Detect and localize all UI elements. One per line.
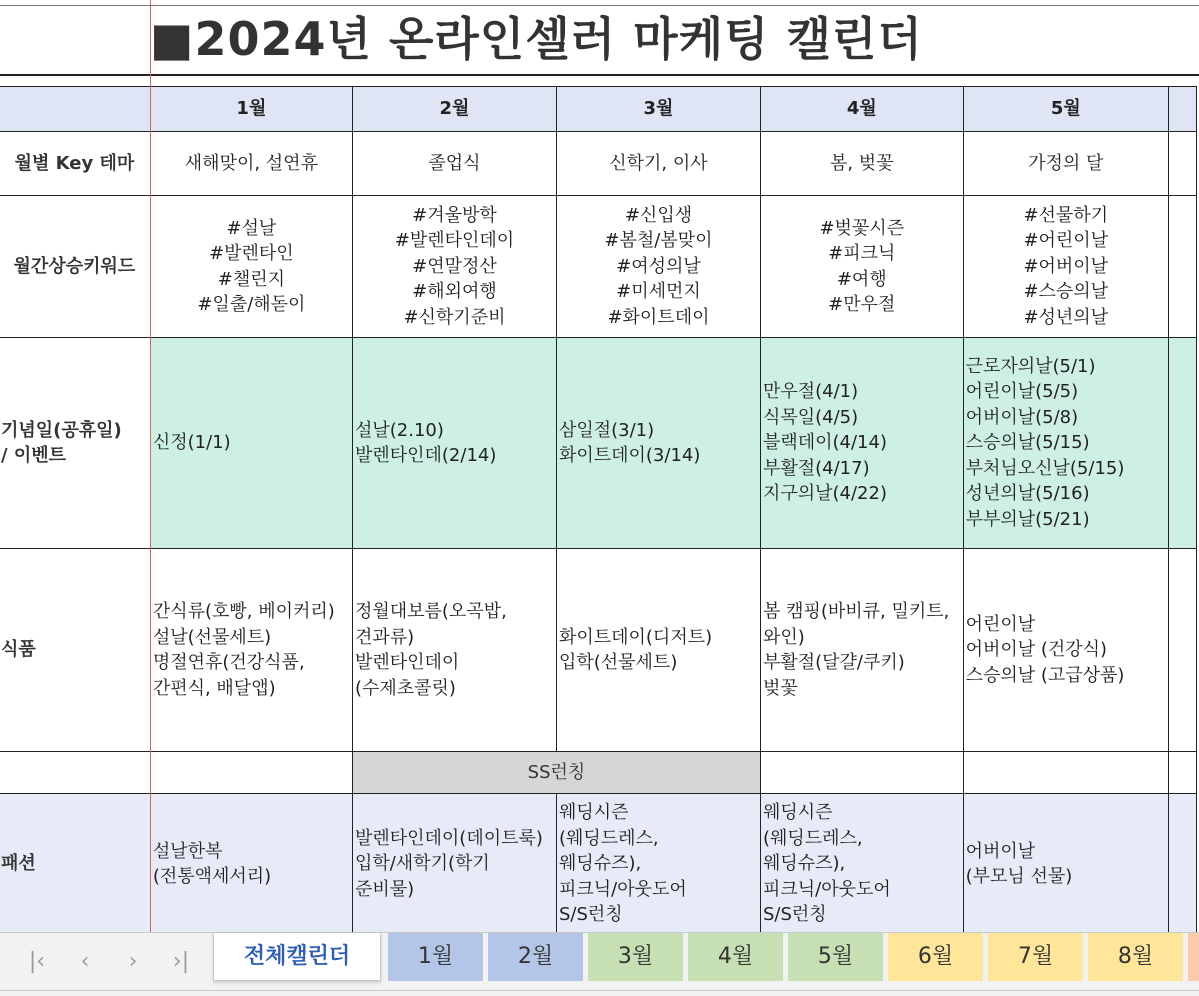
event-line: 부부의날(5/21): [965, 508, 1090, 530]
event-line: 어버이날(5/8): [965, 406, 1079, 428]
month-header-cell[interactable]: 4월: [760, 87, 963, 132]
food-line: 벚꽃: [762, 677, 798, 699]
header-corner-cell[interactable]: [0, 87, 150, 132]
overflow-cell[interactable]: [1168, 794, 1196, 933]
fashion-line: 피크닉/아웃도어: [762, 878, 891, 900]
status-divider: [0, 990, 1199, 991]
fashion-line: 웨딩슈즈),: [762, 853, 846, 875]
theme-cell[interactable]: 새해맞이, 설연휴: [150, 132, 352, 196]
event-line: 블랙데이(4/14): [762, 432, 887, 454]
food-line: 스승의날 (고급상품): [965, 664, 1125, 686]
food-line: 설날(선물세트): [152, 626, 272, 648]
keyword-line: #성년의날: [1023, 306, 1109, 328]
title-underline: [0, 74, 1199, 76]
row-label-events[interactable]: [0, 338, 150, 549]
prev-sheet-icon[interactable]: ‹: [80, 949, 90, 974]
theme-cell[interactable]: 봄, 벚꽃: [760, 132, 963, 196]
overflow-cell[interactable]: [1168, 338, 1196, 549]
fashion-cell[interactable]: [150, 794, 352, 933]
row-label-food[interactable]: 식품: [0, 549, 150, 752]
overflow-cell[interactable]: [1168, 752, 1196, 794]
fashion-cell[interactable]: [760, 794, 963, 933]
fashion-line: 웨딩슈즈),: [558, 853, 642, 875]
food-cell[interactable]: [150, 549, 352, 752]
event-line: 삼일절(3/1): [558, 419, 655, 441]
fashion-line: 웨딩시즌: [558, 802, 629, 824]
event-line: 스승의날(5/15): [965, 432, 1090, 454]
keyword-line: #신입생: [624, 204, 693, 226]
event-cell[interactable]: [963, 338, 1168, 549]
fashion-line: 웨딩시즌: [762, 802, 833, 824]
food-line: 부활절(달걀/쿠키): [762, 652, 905, 673]
fashion-cell[interactable]: [556, 794, 760, 933]
event-line: 지구의날(4/22): [762, 483, 887, 505]
event-cell[interactable]: [760, 338, 963, 549]
food-line: 명절연휴(건강식품, 간편식, 배달앱): [152, 652, 305, 699]
keyword-line: #발렌타인: [209, 243, 294, 264]
keyword-line: #발렌타인데이: [394, 230, 515, 252]
row-label-keywords[interactable]: 월간상승키워드: [0, 196, 150, 338]
month-header-cell[interactable]: 5월: [963, 87, 1168, 132]
food-line: 화이트데이(디저트): [558, 626, 713, 648]
keyword-line: #만우절: [828, 294, 896, 315]
keyword-line: #여행: [836, 268, 887, 290]
fashion-line: (웨딩드레스,: [558, 827, 659, 849]
food-cell[interactable]: [352, 549, 556, 752]
food-line: 어린이날: [965, 613, 1036, 635]
keyword-cell[interactable]: [760, 196, 963, 338]
fashion-line: 발렌타인데이(데이트룩): [354, 827, 543, 849]
event-cell[interactable]: [352, 338, 556, 549]
page-title[interactable]: ■2024년 온라인셀러 마케팅 캘린더: [150, 12, 923, 66]
theme-cell[interactable]: 신학기, 이사: [556, 132, 760, 196]
keyword-line: #스승의날: [1023, 281, 1109, 303]
overflow-cell[interactable]: [1168, 132, 1196, 196]
fashion-line: 어버이날: [965, 840, 1036, 862]
keyword-line: #화이트데이: [607, 306, 710, 328]
keyword-line: #해외여행: [412, 281, 497, 303]
keyword-line: #연말정산: [412, 255, 497, 277]
food-cell[interactable]: [556, 549, 760, 752]
overflow-cell[interactable]: [1168, 87, 1196, 132]
fashion-line: (전통액세서리): [152, 866, 272, 887]
launch-cell[interactable]: [150, 752, 352, 794]
keyword-line: #피크닉: [828, 243, 896, 264]
fashion-line: 피크닉/아웃도어: [558, 878, 687, 900]
sheet-tab-month[interactable]: 5월: [788, 933, 883, 981]
keyword-line: #어버이날: [1023, 255, 1109, 277]
event-line: 신정(1/1): [152, 432, 231, 454]
keyword-cell[interactable]: [150, 196, 352, 338]
food-line: 입학(선물세트): [558, 652, 678, 673]
event-line: 부활절(4/17): [762, 457, 870, 479]
keyword-line: #여성의날: [616, 255, 701, 277]
food-cell[interactable]: [963, 549, 1168, 752]
keyword-line: #어린이날: [1023, 230, 1109, 252]
keyword-line: #선물하기: [1023, 204, 1109, 226]
event-line: 설날(2.10): [354, 419, 444, 441]
event-line: 만우절(4/1): [762, 381, 859, 403]
event-cell[interactable]: [556, 338, 760, 549]
event-cell[interactable]: [150, 338, 352, 549]
launch-cell[interactable]: [963, 752, 1168, 794]
row-label-line: 기념일(공휴일): [1, 419, 122, 441]
sheet-tab-month[interactable]: 1월: [388, 933, 483, 981]
sheet-tab-bar: [0, 932, 1199, 996]
freeze-pane-line: [150, 0, 151, 932]
first-sheet-icon[interactable]: |‹: [28, 949, 46, 974]
overflow-cell[interactable]: [1168, 549, 1196, 752]
event-line: 화이트데이(3/14): [558, 445, 701, 466]
keyword-line: #신학기준비: [403, 306, 506, 328]
theme-row: [0, 132, 1197, 196]
keyword-line: #봄철/봄맞이: [604, 230, 713, 252]
month-header-cell[interactable]: 2월: [352, 87, 556, 132]
event-line: 근로자의날(5/1): [965, 355, 1096, 377]
fashion-line: S/S런칭: [558, 904, 623, 926]
fashion-line: S/S런칭: [762, 904, 827, 926]
sheet-tab-month[interactable]: 6월: [888, 933, 983, 981]
fashion-line: 설날한복: [152, 840, 223, 862]
food-line: 발렌타인데이(수제초콜릿): [354, 652, 460, 699]
fashion-cell[interactable]: [352, 794, 556, 933]
row-label-line: / 이벤트: [1, 445, 67, 466]
sheet-tab-month[interactable]: 2월: [488, 933, 583, 981]
fashion-line: (부모님 선물): [965, 866, 1073, 887]
food-line: 봄 캠핑(바비큐, 밀키트, 와인): [762, 601, 950, 648]
sheet-tab-all-calendar[interactable]: 전체캘린더: [213, 933, 381, 981]
event-line: 식목일(4/5): [762, 406, 859, 428]
events-row: [0, 338, 1197, 549]
overflow-cell[interactable]: [1168, 196, 1196, 338]
keyword-line: #일출/해돋이: [197, 294, 306, 315]
keyword-cell[interactable]: [556, 196, 760, 338]
event-line: 부처님오신날(5/15): [965, 457, 1125, 479]
theme-cell[interactable]: 졸업식: [352, 132, 556, 196]
keyword-line: #겨울방학: [412, 204, 497, 226]
food-line: 정월대보름(오곡밥, 견과류): [354, 601, 507, 648]
row-label-theme[interactable]: 월별 Key 테마: [0, 132, 150, 196]
sheet-tab-month[interactable]: 8월: [1088, 933, 1183, 981]
keyword-line: #벚꽃시즌: [819, 217, 905, 239]
theme-cell[interactable]: 가정의 달: [963, 132, 1168, 196]
sheet-tab-month[interactable]: 3월: [588, 933, 683, 981]
keyword-cell[interactable]: [352, 196, 556, 338]
event-line: 성년의날(5/16): [965, 483, 1090, 505]
last-sheet-icon[interactable]: ›|: [172, 949, 190, 974]
keyword-line: #미세먼지: [616, 281, 701, 303]
next-sheet-icon[interactable]: ›: [128, 949, 138, 974]
keyword-cell[interactable]: [963, 196, 1168, 338]
sheet-tab-month[interactable]: 7월: [988, 933, 1083, 981]
launch-cell[interactable]: [760, 752, 963, 794]
event-line: 어린이날(5/5): [965, 381, 1079, 403]
fashion-line: (웨딩드레스,: [762, 827, 863, 849]
fashion-line: 입학/새학기(학기 준비물): [354, 853, 490, 900]
ss-launch-cell[interactable]: SS런칭: [352, 752, 760, 794]
food-cell[interactable]: [760, 549, 963, 752]
food-line: 간식류(호빵, 베이커리): [152, 601, 335, 622]
fashion-row: [0, 794, 1197, 933]
event-line: 발렌타인데(2/14): [354, 445, 497, 466]
month-header-cell[interactable]: 1월: [150, 87, 352, 132]
keyword-line: #설날: [226, 217, 277, 239]
keyword-line: #챌린지: [217, 268, 286, 290]
row-label-launch[interactable]: [0, 752, 150, 794]
fashion-cell[interactable]: [963, 794, 1168, 933]
food-line: 어버이날 (건강식): [965, 639, 1108, 661]
sheet-tab-overflow[interactable]: [1188, 933, 1199, 981]
month-header-cell[interactable]: 3월: [556, 87, 760, 132]
calendar-table: [0, 86, 1197, 932]
launch-row: [0, 752, 1197, 794]
keyword-row: [0, 196, 1197, 338]
food-row: [0, 549, 1197, 752]
row-label-fashion[interactable]: 패션: [0, 794, 150, 933]
month-header-row: [0, 87, 1197, 132]
sheet-tab-month[interactable]: 4월: [688, 933, 783, 981]
